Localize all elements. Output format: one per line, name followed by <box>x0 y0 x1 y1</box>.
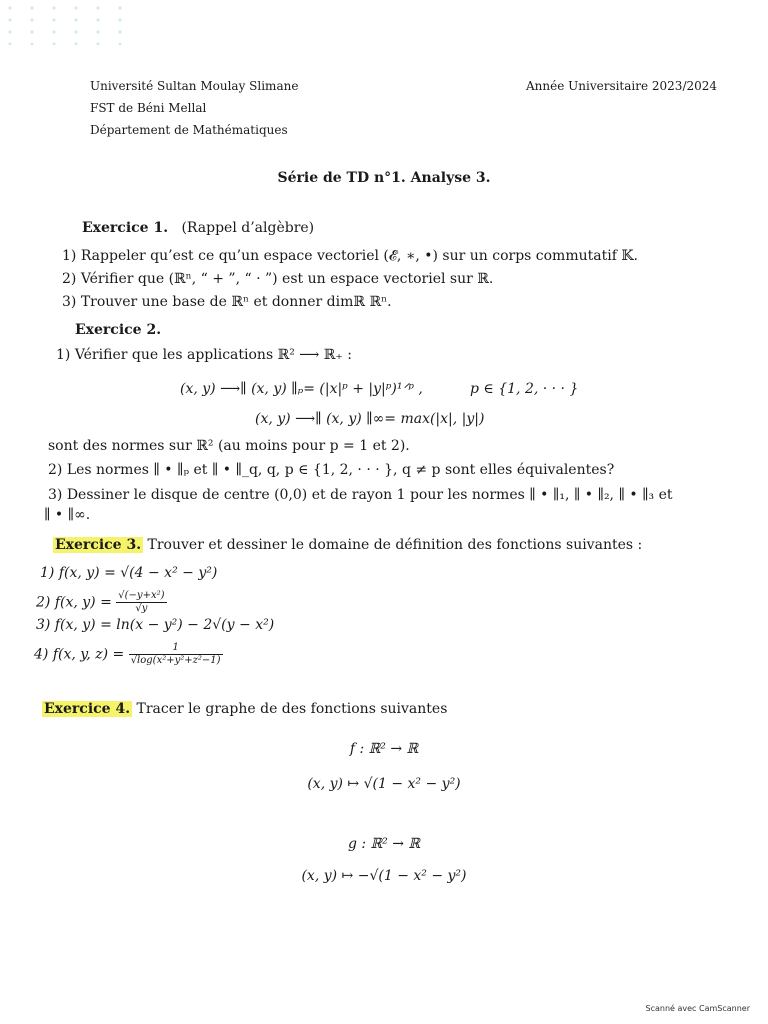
university-name: Université Sultan Moulay Slimane <box>90 79 299 93</box>
department-name: Département de Mathématiques <box>90 123 288 137</box>
ex4-g-mapping: (x, y) ↦ −√(1 − x² − y²) <box>301 868 467 884</box>
ex3-f4-label: 4) f(x, y, z) = <box>34 646 125 663</box>
ex2-formula-p-condition: p ∈ {1, 2, · · · } <box>470 381 579 397</box>
ex1-heading <box>82 220 314 236</box>
ex2-formula-inf-norm: (x, y) ⟶∥ (x, y) ∥∞= max(|x|, |y|) <box>255 411 485 427</box>
ex3-f2-numerator: √(−y+x²) <box>118 590 165 601</box>
page-title: Série de TD n°1. Analyse 3. <box>277 170 491 186</box>
ex3-intro: Trouver et dessiner le domaine de définition des fonctions suivantes : <box>147 537 643 553</box>
scan-noise <box>0 0 140 45</box>
ex1-q3: 3) Trouver une base de ℝⁿ et donner dimℝ ℝⁿ. <box>62 294 392 310</box>
ex3-heading <box>53 537 642 553</box>
header-left <box>90 75 298 141</box>
ex3-f4-denominator: √log(x²+y²+z²−1) <box>130 655 221 666</box>
ex2-q3: 3) Dessiner le disque de centre (0,0) et de rayon 1 pour les normes ∥ • ∥₁, ∥ • ∥₂, ∥ • ∥₃ et <box>48 487 673 503</box>
ex3-f4-numerator: 1 <box>129 642 223 655</box>
ex3-f4-fraction <box>129 642 223 667</box>
faculty-name: FST de Béni Mellal <box>90 101 207 115</box>
ex2-q1-end: sont des normes sur ℝ² (au moins pour p = 1 et 2). <box>48 438 410 454</box>
ex3-f2-denominator: √y <box>135 603 148 614</box>
ex3-f1: 1) f(x, y) = √(4 − x² − y²) <box>40 565 218 581</box>
ex4-heading <box>42 701 447 717</box>
ex1-title: Exercice 1. <box>82 220 169 236</box>
academic-year: Année Universitaire 2023/2024 <box>526 79 718 93</box>
ex2-formula-p-norm: (x, y) ⟶∥ (x, y) ∥ₚ= (|x|ᵖ + |y|ᵖ)¹ᐟᵖ , <box>180 381 423 397</box>
ex4-f-mapping: (x, y) ↦ √(1 − x² − y²) <box>307 776 461 792</box>
ex4-title: Exercice 4. <box>44 701 131 717</box>
scanner-watermark: Scanné avec CamScanner <box>645 1004 750 1013</box>
ex1-subtitle: (Rappel d’algèbre) <box>181 220 315 236</box>
ex1-q2: 2) Vérifier que (ℝⁿ, “ + ”, “ · ”) est un espace vectoriel sur ℝ. <box>62 271 494 287</box>
ex2-q2: 2) Les normes ∥ • ∥ₚ et ∥ • ∥_q, q, p ∈ {1, 2, · · · }, q ≠ p sont elles équivalentes? <box>48 462 615 478</box>
ex3-f2 <box>36 590 167 615</box>
ex1-q1: 1) Rappeler qu’est ce qu’un espace vectoriel (𝓔, ∗, •) sur un corps commutatif 𝕂. <box>62 248 638 264</box>
ex3-f2-label: 2) f(x, y) = <box>36 594 112 611</box>
ex2-title: Exercice 2. <box>75 322 162 338</box>
ex3-f4 <box>34 642 223 667</box>
ex3-f2-fraction <box>116 590 166 615</box>
ex4-f-definition: f : ℝ² → ℝ <box>349 741 419 757</box>
ex3-f3: 3) f(x, y) = ln(x − y²) − 2√(y − x²) <box>36 617 275 633</box>
ex2-q1: 1) Vérifier que les applications ℝ² ⟶ ℝ₊ : <box>56 347 352 363</box>
ex4-g-definition: g : ℝ² → ℝ <box>347 836 421 852</box>
ex2-q3-end: ∥ • ∥∞. <box>44 507 91 523</box>
ex4-intro: Tracer le graphe de des fonctions suivantes <box>136 701 448 717</box>
ex3-title: Exercice 3. <box>55 537 142 553</box>
